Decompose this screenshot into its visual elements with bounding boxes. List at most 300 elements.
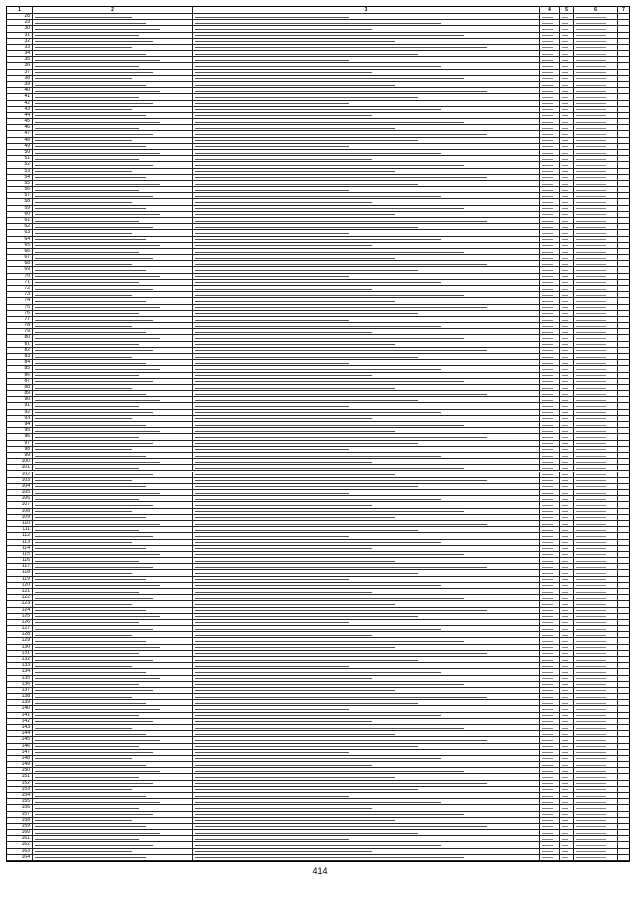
row-cell	[618, 478, 629, 483]
illegible-text	[576, 295, 606, 296]
illegible-text	[562, 313, 568, 314]
row-cell	[560, 397, 574, 402]
illegible-text	[195, 845, 441, 846]
table-header	[7, 7, 629, 14]
row-cell	[560, 70, 574, 75]
illegible-text	[35, 134, 153, 135]
row-cell	[540, 156, 560, 161]
row-cell	[33, 354, 193, 359]
row-cell	[560, 261, 574, 266]
row-cell	[574, 410, 618, 415]
row-cell	[574, 138, 618, 143]
illegible-text	[562, 208, 568, 209]
illegible-text	[576, 536, 606, 537]
illegible-text	[195, 697, 487, 698]
col-header-6: 6	[574, 7, 618, 13]
row-cell	[193, 162, 540, 167]
illegible-text	[542, 171, 553, 172]
row-number-cell: 124	[7, 608, 33, 613]
row-number-cell: 72	[7, 286, 33, 291]
row-number-cell: 38	[7, 76, 33, 81]
row-cell	[574, 82, 618, 87]
illegible-text	[576, 542, 606, 543]
illegible-text	[576, 647, 606, 648]
row-cell	[193, 842, 540, 847]
illegible-text	[562, 851, 568, 852]
row-cell	[560, 274, 574, 279]
row-number-cell: 30	[7, 26, 33, 31]
illegible-text	[576, 388, 606, 389]
row-cell	[33, 805, 193, 810]
row-cell	[574, 20, 618, 25]
illegible-text	[35, 660, 153, 661]
row-cell	[574, 88, 618, 93]
row-cell	[33, 255, 193, 260]
row-cell	[574, 842, 618, 847]
row-cell	[574, 354, 618, 359]
row-cell	[33, 88, 193, 93]
illegible-text	[195, 252, 464, 253]
illegible-text	[35, 140, 132, 141]
row-cell	[574, 663, 618, 668]
row-number-cell: 67	[7, 255, 33, 260]
row-cell	[560, 94, 574, 99]
row-cell	[574, 459, 618, 464]
illegible-text	[576, 264, 606, 265]
row-cell	[193, 366, 540, 371]
row-cell	[193, 459, 540, 464]
row-cell	[33, 156, 193, 161]
illegible-text	[542, 47, 553, 48]
row-cell	[574, 719, 618, 724]
row-cell	[618, 750, 629, 755]
row-cell	[618, 787, 629, 792]
illegible-text	[576, 851, 606, 852]
illegible-text	[562, 381, 568, 382]
row-cell	[540, 45, 560, 50]
row-cell	[540, 63, 560, 68]
row-cell	[618, 472, 629, 477]
illegible-text	[195, 524, 487, 525]
row-cell	[560, 206, 574, 211]
illegible-text	[542, 29, 553, 30]
row-cell	[618, 546, 629, 551]
row-number-cell: 32	[7, 39, 33, 44]
row-cell	[574, 323, 618, 328]
row-cell	[560, 478, 574, 483]
illegible-text	[542, 517, 553, 518]
illegible-text	[195, 604, 395, 605]
illegible-text	[542, 845, 553, 846]
row-number-cell: 102	[7, 472, 33, 477]
row-cell	[33, 484, 193, 489]
row-number-cell: 136	[7, 682, 33, 687]
row-number-cell: 84	[7, 360, 33, 365]
illegible-text	[576, 517, 606, 518]
row-cell	[560, 645, 574, 650]
row-cell	[618, 33, 629, 38]
illegible-text	[195, 400, 418, 401]
row-cell	[560, 842, 574, 847]
illegible-text	[576, 554, 606, 555]
table-row	[7, 855, 629, 861]
row-cell	[618, 453, 629, 458]
illegible-text	[195, 499, 441, 500]
row-number-cell: 48	[7, 138, 33, 143]
row-cell	[560, 107, 574, 112]
row-cell	[33, 626, 193, 631]
illegible-text	[35, 839, 139, 840]
row-cell	[618, 422, 629, 427]
row-cell	[618, 434, 629, 439]
illegible-text	[576, 326, 606, 327]
row-number-cell: 117	[7, 564, 33, 569]
illegible-text	[542, 109, 553, 110]
illegible-text	[576, 171, 606, 172]
illegible-text	[542, 474, 553, 475]
row-cell	[618, 484, 629, 489]
illegible-text	[195, 703, 418, 704]
illegible-text	[576, 233, 606, 234]
row-cell	[540, 218, 560, 223]
row-cell	[193, 39, 540, 44]
row-cell	[33, 540, 193, 545]
row-cell	[540, 632, 560, 637]
illegible-text	[35, 295, 132, 296]
row-number-cell: 156	[7, 805, 33, 810]
row-cell	[540, 51, 560, 56]
row-number-cell: 152	[7, 781, 33, 786]
row-number-cell: 91	[7, 403, 33, 408]
row-cell	[560, 818, 574, 823]
row-number-cell: 121	[7, 589, 33, 594]
row-cell	[618, 700, 629, 705]
illegible-text	[542, 23, 553, 24]
row-cell	[618, 781, 629, 786]
row-cell	[540, 744, 560, 749]
illegible-text	[195, 826, 487, 827]
illegible-text	[35, 153, 160, 154]
illegible-text	[576, 140, 606, 141]
illegible-text	[542, 511, 553, 512]
row-cell	[540, 403, 560, 408]
row-cell	[33, 502, 193, 507]
illegible-text	[542, 684, 553, 685]
illegible-text	[195, 140, 418, 141]
row-cell	[560, 317, 574, 322]
illegible-text	[542, 505, 553, 506]
row-cell	[193, 63, 540, 68]
row-cell	[540, 379, 560, 384]
row-cell	[560, 360, 574, 365]
illegible-text	[542, 616, 553, 617]
row-cell	[193, 515, 540, 520]
illegible-text	[35, 808, 139, 809]
row-cell	[560, 762, 574, 767]
row-cell	[618, 694, 629, 699]
row-cell	[560, 768, 574, 773]
illegible-text	[576, 60, 606, 61]
row-cell	[33, 527, 193, 532]
row-cell	[33, 441, 193, 446]
illegible-text	[35, 258, 153, 259]
illegible-text	[562, 505, 568, 506]
row-number-cell: 41	[7, 94, 33, 99]
row-cell	[574, 230, 618, 235]
row-cell	[193, 397, 540, 402]
row-cell	[33, 645, 193, 650]
illegible-text	[195, 449, 349, 450]
row-number-cell: 71	[7, 280, 33, 285]
row-cell	[560, 688, 574, 693]
illegible-text	[542, 17, 553, 18]
illegible-text	[195, 839, 349, 840]
illegible-text	[542, 357, 553, 358]
row-cell	[574, 781, 618, 786]
row-cell	[540, 169, 560, 174]
row-cell	[540, 181, 560, 186]
illegible-text	[195, 282, 441, 283]
row-cell	[193, 484, 540, 489]
row-cell	[574, 577, 618, 582]
illegible-text	[562, 375, 568, 376]
row-cell	[574, 280, 618, 285]
row-cell	[560, 292, 574, 297]
row-cell	[540, 187, 560, 192]
illegible-text	[562, 592, 568, 593]
illegible-text	[195, 517, 395, 518]
illegible-text	[576, 530, 606, 531]
row-cell	[618, 725, 629, 730]
row-cell	[618, 391, 629, 396]
illegible-text	[576, 245, 606, 246]
illegible-text	[576, 78, 606, 79]
illegible-text	[35, 23, 146, 24]
row-cell	[560, 428, 574, 433]
row-cell	[193, 274, 540, 279]
row-cell	[193, 218, 540, 223]
illegible-text	[562, 214, 568, 215]
col-header-5: 5	[560, 7, 574, 13]
row-cell	[33, 509, 193, 514]
row-cell	[560, 385, 574, 390]
illegible-text	[35, 369, 160, 370]
illegible-text	[542, 363, 553, 364]
illegible-text	[542, 660, 553, 661]
row-cell	[193, 403, 540, 408]
illegible-text	[542, 783, 553, 784]
illegible-text	[562, 660, 568, 661]
illegible-text	[576, 839, 606, 840]
row-cell	[193, 88, 540, 93]
illegible-text	[35, 196, 153, 197]
illegible-text	[562, 647, 568, 648]
illegible-text	[576, 282, 606, 283]
illegible-text	[35, 456, 146, 457]
row-cell	[193, 737, 540, 742]
illegible-text	[195, 221, 487, 222]
illegible-text	[562, 561, 568, 562]
row-cell	[193, 267, 540, 272]
row-cell	[540, 26, 560, 31]
row-cell	[193, 694, 540, 699]
illegible-text	[35, 400, 160, 401]
row-cell	[574, 212, 618, 217]
illegible-text	[542, 672, 553, 673]
row-cell	[193, 76, 540, 81]
illegible-text	[35, 146, 146, 147]
row-cell	[33, 546, 193, 551]
illegible-text	[35, 72, 153, 73]
row-cell	[193, 373, 540, 378]
row-cell	[193, 385, 540, 390]
illegible-text	[195, 771, 464, 772]
illegible-text	[542, 214, 553, 215]
row-cell	[560, 849, 574, 854]
illegible-text	[35, 357, 132, 358]
illegible-text	[562, 474, 568, 475]
row-number-cell: 54	[7, 175, 33, 180]
row-number-cell: 159	[7, 824, 33, 829]
illegible-text	[35, 381, 153, 382]
row-cell	[540, 509, 560, 514]
illegible-text	[576, 301, 606, 302]
illegible-text	[195, 338, 464, 339]
row-cell	[193, 768, 540, 773]
illegible-text	[576, 258, 606, 259]
row-cell	[33, 725, 193, 730]
illegible-text	[576, 350, 606, 351]
illegible-text	[576, 604, 606, 605]
illegible-text	[562, 771, 568, 772]
illegible-text	[195, 653, 487, 654]
row-cell	[193, 348, 540, 353]
row-cell	[574, 447, 618, 452]
row-cell	[33, 113, 193, 118]
row-cell	[193, 657, 540, 662]
illegible-text	[542, 486, 553, 487]
illegible-text	[542, 301, 553, 302]
illegible-text	[35, 35, 139, 36]
row-cell	[33, 175, 193, 180]
row-number-cell: 107	[7, 502, 33, 507]
row-cell	[33, 144, 193, 149]
illegible-text	[576, 758, 606, 759]
row-cell	[33, 787, 193, 792]
row-cell	[540, 546, 560, 551]
row-number-cell: 34	[7, 51, 33, 56]
illegible-text	[195, 456, 441, 457]
row-cell	[540, 737, 560, 742]
illegible-text	[562, 678, 568, 679]
illegible-text	[576, 425, 606, 426]
row-cell	[33, 305, 193, 310]
row-cell	[574, 509, 618, 514]
row-cell	[33, 521, 193, 526]
row-cell	[193, 830, 540, 835]
row-cell	[33, 218, 193, 223]
row-cell	[33, 774, 193, 779]
illegible-text	[562, 72, 568, 73]
illegible-text	[542, 554, 553, 555]
illegible-text	[35, 375, 139, 376]
row-cell	[574, 292, 618, 297]
row-cell	[560, 51, 574, 56]
illegible-text	[195, 233, 349, 234]
illegible-text	[35, 585, 160, 586]
illegible-text	[562, 171, 568, 172]
illegible-text	[562, 17, 568, 18]
illegible-text	[562, 789, 568, 790]
row-cell	[560, 713, 574, 718]
illegible-text	[576, 765, 606, 766]
row-cell	[574, 558, 618, 563]
row-number-cell: 98	[7, 447, 33, 452]
row-cell	[193, 478, 540, 483]
row-cell	[193, 169, 540, 174]
row-cell	[540, 465, 560, 470]
illegible-text	[35, 320, 153, 321]
row-cell	[560, 224, 574, 229]
illegible-text	[542, 629, 553, 630]
row-number-cell: 28	[7, 14, 33, 19]
row-number-cell: 164	[7, 855, 33, 860]
row-cell	[618, 608, 629, 613]
row-cell	[574, 422, 618, 427]
row-cell	[540, 311, 560, 316]
row-number-cell: 161	[7, 836, 33, 841]
illegible-text	[562, 85, 568, 86]
row-cell	[33, 818, 193, 823]
illegible-text	[562, 23, 568, 24]
row-cell	[618, 329, 629, 334]
row-cell	[618, 620, 629, 625]
illegible-text	[562, 264, 568, 265]
row-cell	[193, 317, 540, 322]
row-cell	[193, 787, 540, 792]
row-cell	[574, 824, 618, 829]
row-number-cell: 163	[7, 849, 33, 854]
illegible-text	[35, 431, 160, 432]
illegible-text	[576, 641, 606, 642]
illegible-text	[576, 122, 606, 123]
row-cell	[560, 651, 574, 656]
row-cell	[560, 614, 574, 619]
illegible-text	[542, 579, 553, 580]
row-cell	[618, 428, 629, 433]
row-cell	[33, 224, 193, 229]
illegible-text	[576, 227, 606, 228]
illegible-text	[195, 468, 464, 469]
row-cell	[33, 608, 193, 613]
illegible-text	[195, 561, 395, 562]
row-cell	[33, 410, 193, 415]
illegible-text	[35, 301, 146, 302]
row-cell	[33, 267, 193, 272]
row-cell	[193, 774, 540, 779]
row-cell	[540, 453, 560, 458]
illegible-text	[195, 752, 349, 753]
row-cell	[560, 719, 574, 724]
row-cell	[560, 601, 574, 606]
illegible-text	[195, 808, 372, 809]
illegible-text	[542, 115, 553, 116]
row-cell	[540, 255, 560, 260]
row-cell	[193, 706, 540, 711]
illegible-text	[542, 802, 553, 803]
illegible-text	[35, 530, 139, 531]
row-cell	[193, 329, 540, 334]
